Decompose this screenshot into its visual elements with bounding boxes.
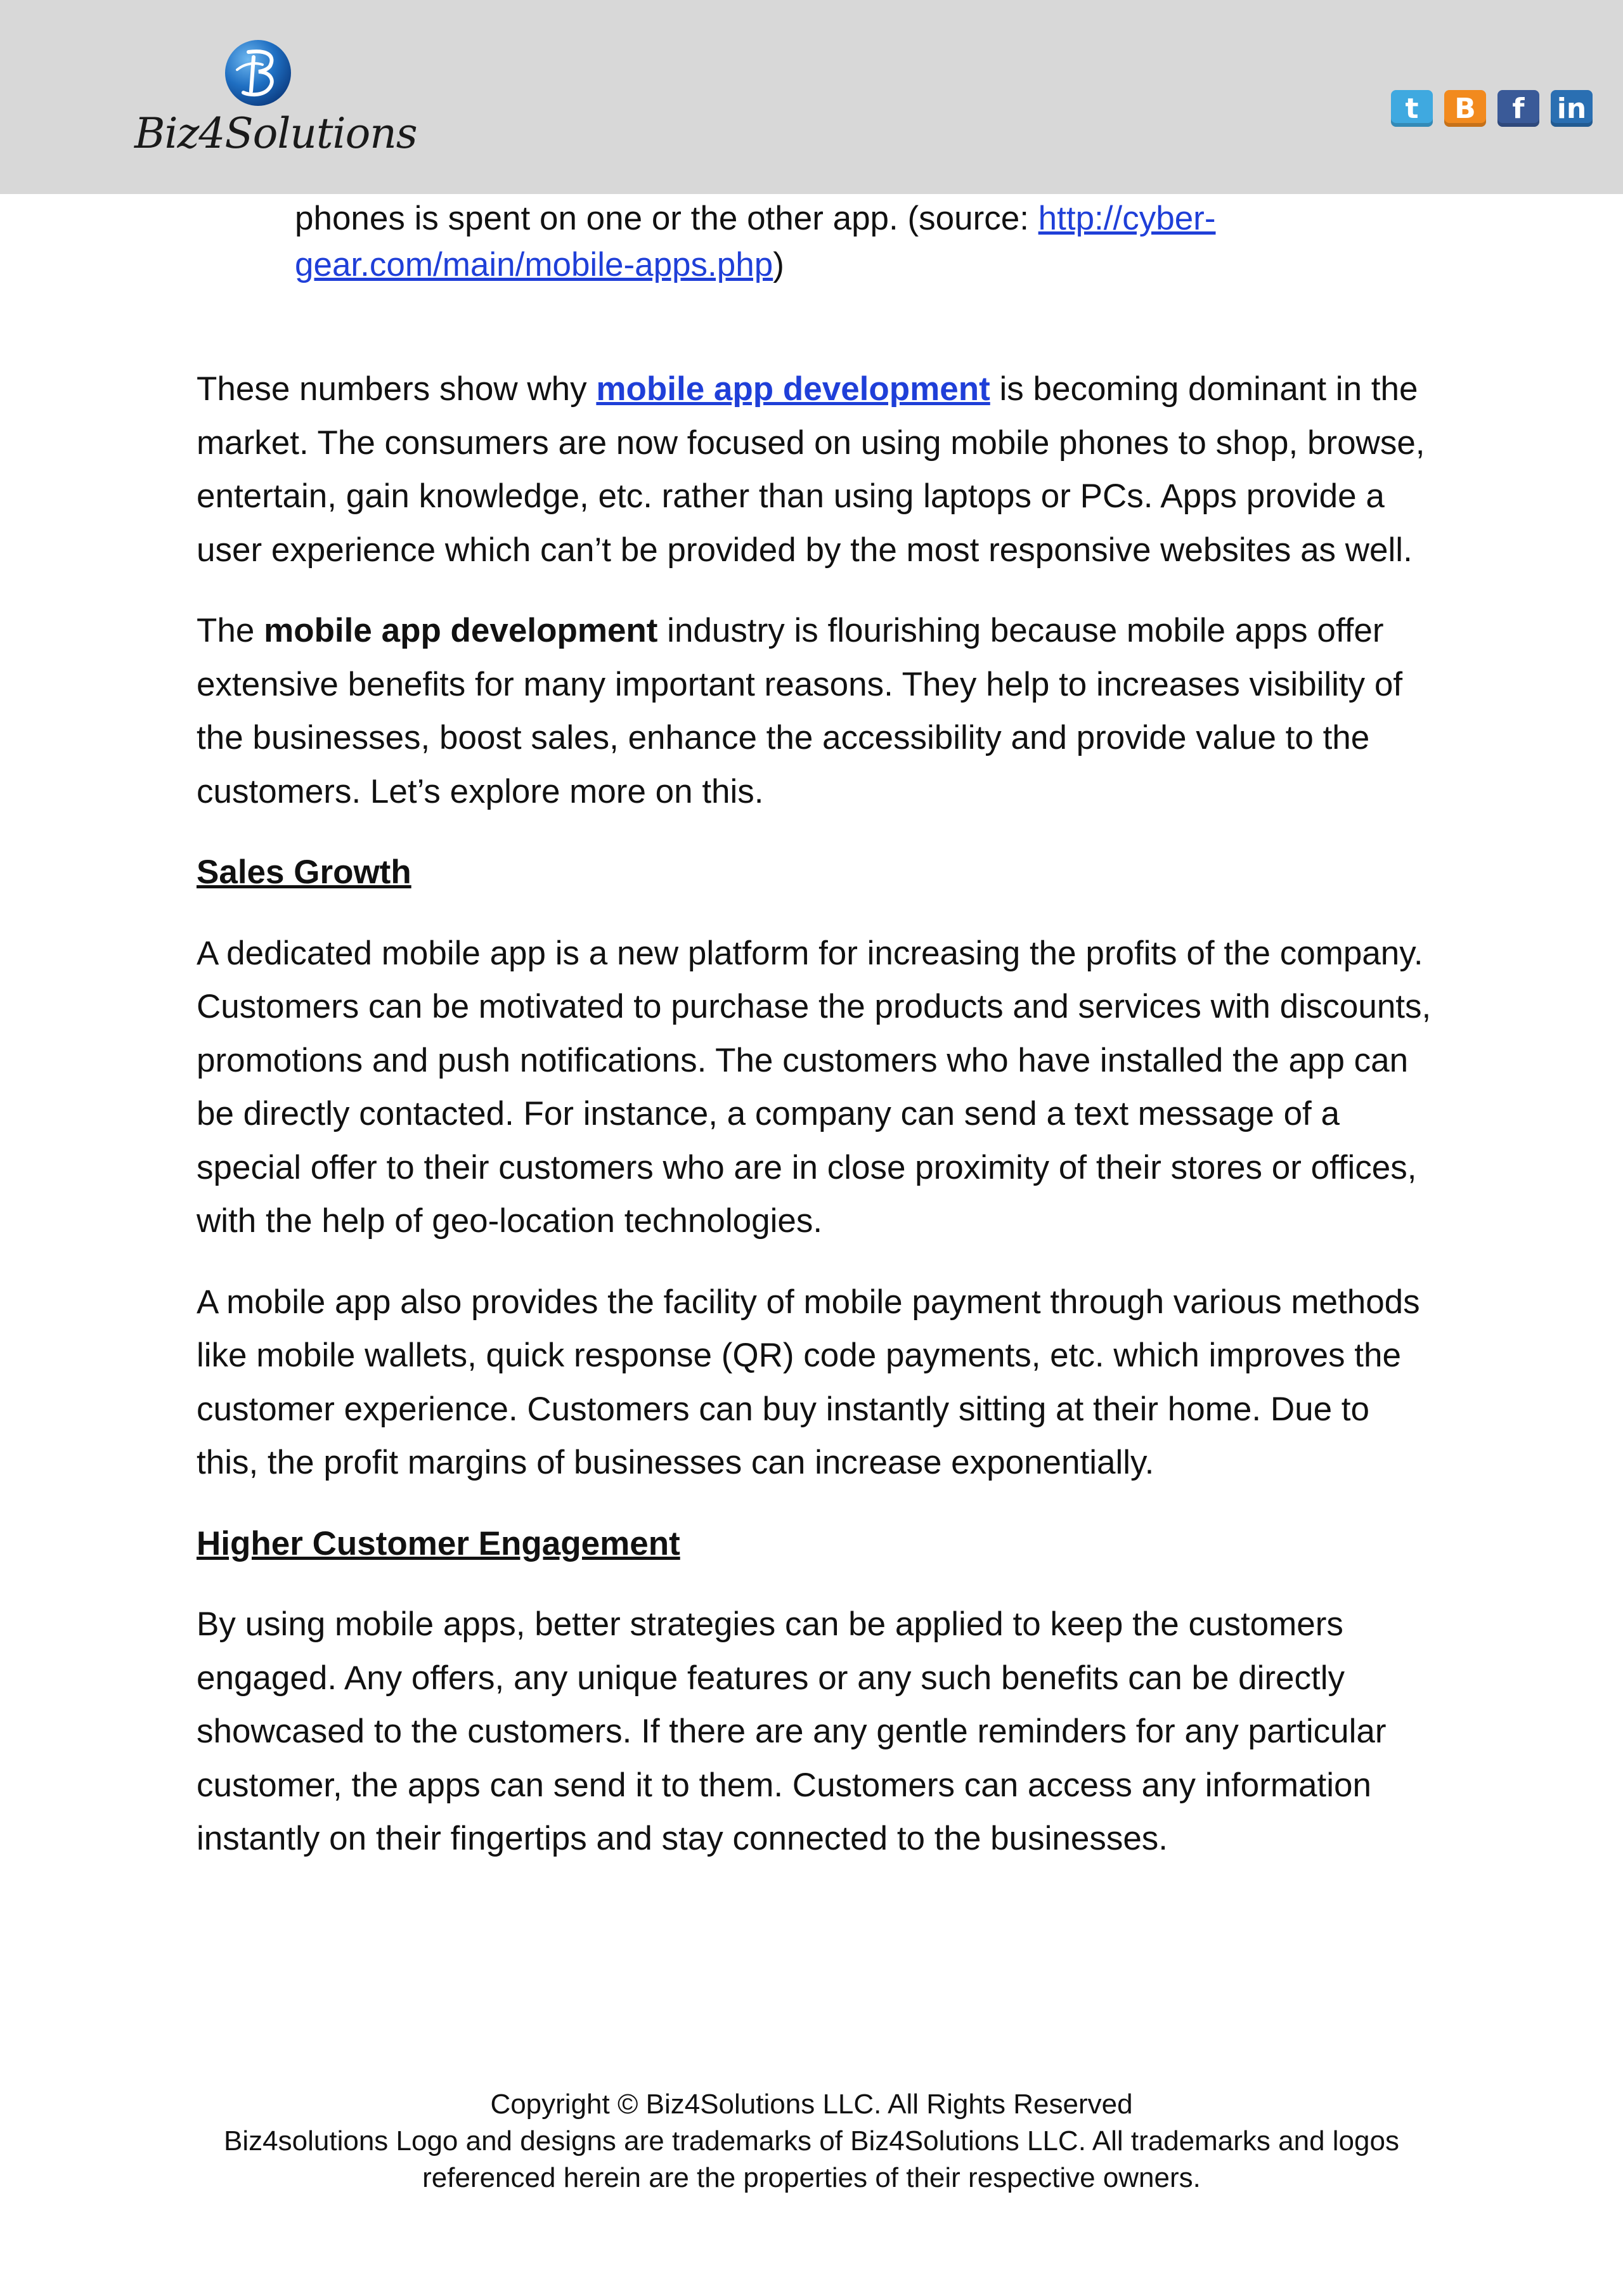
page-footer	[0, 2086, 1623, 2196]
paragraph-4: A mobile app also provides the facility of mobile payment through various methods like mobile wallets, quick response (QR) code payments, etc. which improves the customer experience. Customers can buy instantly sitting at their home. Due to this, the profit margins of businesses can increase exponentially.	[197, 1283, 1420, 1481]
section-heading-sales-growth: Sales Growth	[197, 853, 411, 891]
linkedin-icon[interactable]: in	[1551, 90, 1593, 127]
page-header	[0, 0, 1623, 194]
social-icons	[1391, 90, 1593, 127]
paragraph-5: By using mobile apps, better strategies can be applied to keep the customers engaged. Any offers, any unique features or any such benefits can be directly showcased to the customers. If there are any gentle reminders for any particular customer, the apps can send it to them. Customers can access any information instantly on their fingertips and stay connected to the businesses.	[197, 1605, 1387, 1857]
biz4solutions-logo-icon	[223, 38, 293, 108]
footer-trademark-line-2: referenced herein are the properties of their respective owners.	[422, 2162, 1201, 2193]
logo-text: Biz4Solutions	[134, 109, 417, 158]
facebook-icon[interactable]: f	[1497, 90, 1539, 127]
source-link-cont[interactable]: gear.com/main/mobile-apps.php	[295, 246, 773, 283]
mobile-app-development-link[interactable]: mobile app development	[596, 370, 990, 408]
footer-copyright: Copyright © Biz4Solutions LLC. All Rights Reserved	[490, 2089, 1133, 2120]
paragraph-3: A dedicated mobile app is a new platform for increasing the profits of the company. Customers can be motivated to purchase the products and services with discounts, promotions and push notifications. The customers who have installed the app can be directly contacted. For instance, a company can send a text message of a special offer to their customers who are in close proximity of their stores or offices, with the help of geo-location technologies.	[197, 934, 1432, 1240]
continuation-text: phones is spent on one or the other app. (source: http://cyber- gear.com/main/mobile-apps.php)	[295, 200, 1216, 283]
twitter-icon[interactable]: t	[1391, 90, 1433, 127]
blogger-icon[interactable]: B	[1444, 90, 1486, 127]
footer-trademark-line: Biz4solutions Logo and designs are trademarks of Biz4Solutions LLC. All trademarks and logos	[224, 2125, 1399, 2157]
paragraph-2: The mobile app development industry is flourishing because mobile apps offer extensive benefits for many important reasons. They help to increases visibility of the businesses, boost sales, enhance the accessibility and provide value to the customers. Let’s explore more on this.	[197, 612, 1403, 810]
document-body	[197, 194, 1439, 1866]
source-link[interactable]: http://cyber-	[1038, 200, 1216, 237]
section-heading-customer-engagement: Higher Customer Engagement	[197, 1524, 680, 1562]
paragraph-1: These numbers show why mobile app development is becoming dominant in the market. The consumers are now focused on using mobile phones to shop, browse, entertain, gain knowledge, etc. rather than using laptops or PCs. Apps provide a user experience which can’t be provided by the most responsive websites as well.	[197, 370, 1425, 569]
